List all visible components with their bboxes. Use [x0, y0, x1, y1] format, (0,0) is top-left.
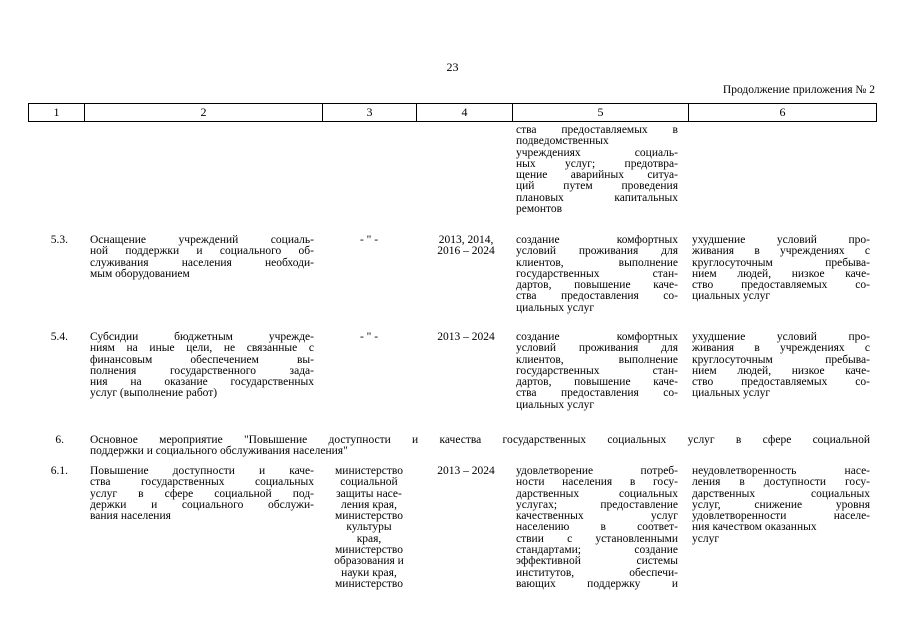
header-col-2: 2: [85, 104, 323, 122]
row-6-1-consequence: неудовлетворенность насе- ления в доступности госу- дарственных социальных услуг, снижение уровня удовлетворенности населе- ния качеством оказанных услуг: [692, 465, 870, 545]
row-5-4-period: 2013 – 2024: [437, 331, 495, 343]
table-header: [28, 103, 877, 122]
row-5-4-result: создание комфортных условий проживания для клиентов, выполнение государственных стан- дартов, повышение каче- ства предоставления со- циальных услуг: [516, 331, 678, 411]
row-5-3-number: 5.3.: [50, 234, 68, 246]
row-5-4-activity: Субсидии бюджетным учрежде- ниям на иные цели, не связанные с финансовым обеспечением вы- полнения государственного зада- ния на оказание государственных услуг (выполнение работ): [90, 331, 314, 400]
row-5-4-executor: - " -: [359, 331, 379, 343]
row-5-3-executor: - " -: [359, 234, 379, 246]
row-5-3-consequence: ухудшение условий про- живания в учреждениях с круглосуточным пребыва- нием людей, низкое каче- ство предоставляемых со- циальных услуг: [692, 234, 870, 303]
header-col-1: 1: [29, 104, 85, 122]
row-6-1-activity: Повышение доступности и каче- ства государственных социальных услуг в сфере социальной под- держки и социального обслужи- вания населения: [90, 465, 314, 523]
section-6-number: 6.: [55, 434, 64, 446]
row-5-3-result: создание комфортных условий проживания для клиентов, выполнение государственных стан- дартов, повышение каче- ства предоставления со- циальных услуг: [516, 234, 678, 314]
row-5-3-activity: Оснащение учреждений социаль- ной поддержки и социального об- служивания населения необходи- мым оборудованием: [90, 234, 314, 280]
row-5-4-number: 5.4.: [50, 331, 68, 343]
header-col-6: 6: [689, 104, 877, 122]
row-5-3-period: 2013, 2014, 2016 – 2024: [437, 234, 495, 258]
row-5-4-consequence: ухудшение условий про- живания в учреждениях с круглосуточным пребыва- нием людей, низкое каче- ство предоставляемых со- циальных услуг: [692, 331, 870, 400]
section-6-title: Основное мероприятие "Повышение доступности и качества государственных социальных услуг в сфере социальной поддержки и социального обслуживания населения": [90, 434, 870, 458]
fragment-col5: ства предоставляемых в подведомственных учреждениях социаль- ных услуг; предотвра- щение аварийных ситуа- ций путем проведения плановых капитальных ремонтов: [516, 124, 678, 216]
header-col-4: 4: [417, 104, 513, 122]
row-6-1-result: удовлетворение потреб- ности населения в госу- дарственных социальных услугах; предоставление качественных услуг населению в соответ- ствии с установленными стандартами; создание эффективной системы институтов, обеспечи- вающих поддержку и: [516, 465, 678, 590]
header-col-3: 3: [323, 104, 417, 122]
appendix-continuation: Продолжение приложения № 2: [722, 84, 875, 96]
header-col-5: 5: [513, 104, 689, 122]
row-6-1-period: 2013 – 2024: [437, 465, 495, 477]
row-6-1-number: 6.1.: [50, 465, 68, 477]
row-6-1-executor: министерство социальной защиты насе- ления края, министерство культуры края, министерство образования и науки края, министерство: [334, 465, 404, 590]
page-number: 23: [446, 60, 459, 74]
